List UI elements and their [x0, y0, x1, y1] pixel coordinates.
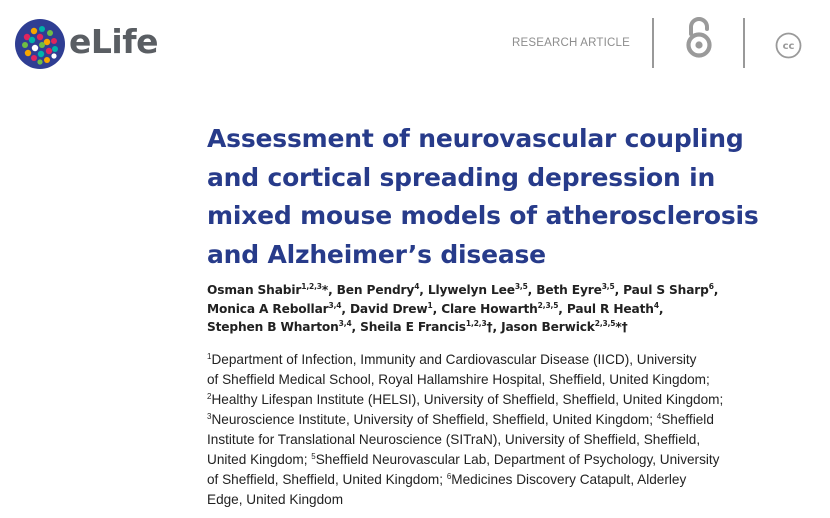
open-access-lock-icon[interactable]: [682, 16, 716, 58]
author-separator: ,: [713, 283, 719, 297]
affiliation-text: United Kingdom;: [207, 452, 312, 467]
author-affiliation-ref: 6: [708, 282, 714, 291]
author-affiliation-ref: 3,5: [514, 282, 528, 291]
author-name[interactable]: Ben Pendry: [336, 283, 415, 297]
author-affiliation-ref: 2,3,5: [594, 319, 616, 328]
author-name[interactable]: Beth Eyre: [536, 283, 602, 297]
author-affiliation-ref: 3,4: [328, 300, 342, 310]
logo-text: eLife: [69, 22, 158, 61]
affiliation-text: of Sheffield, Sheffield, United Kingdom;: [207, 472, 447, 487]
affiliation-number: 6: [446, 472, 452, 481]
author-mark: *†: [615, 320, 628, 334]
affiliation-text: Sheffield Neurovascular Lab, Department of Psychology, University: [315, 452, 720, 467]
affiliation-line: [207, 490, 807, 510]
author-affiliation-ref: 4: [414, 282, 420, 291]
author-name[interactable]: Jason Berwick: [501, 320, 595, 334]
affiliation-line: [207, 450, 807, 470]
affiliation-text: Edge, United Kingdom: [207, 492, 344, 507]
author-line: [207, 318, 807, 337]
title-line: and Alzheimer’s disease: [207, 239, 546, 269]
author-mark: †: [486, 320, 493, 334]
affiliation-text: Medicines Discovery Catapult, Alderley: [451, 472, 687, 487]
author-affiliation-ref: 1: [427, 300, 433, 310]
author-list: [207, 281, 807, 337]
header-divider-right: [743, 18, 745, 68]
affiliation-number: 2: [207, 392, 212, 401]
title-line: Assessment of neurovascular coupling: [207, 124, 744, 153]
author-separator: ,: [341, 301, 350, 316]
author-name[interactable]: Osman Shabir: [207, 283, 302, 297]
affiliation-text: Healthy Lifespan Institute (HELSI), University of Sheffield, Sheffield, United Kingdom;: [211, 392, 724, 407]
affiliation-line: [207, 430, 807, 450]
article-title: [207, 120, 807, 274]
author-name[interactable]: Monica A Rebollar: [207, 301, 329, 316]
title-line: mixed mouse models of atherosclerosis: [207, 201, 759, 230]
author-separator: ,: [351, 320, 361, 334]
cc-label: cc: [782, 41, 795, 53]
author-separator: ,: [419, 283, 428, 297]
author-affiliation-ref: 1,2,3: [465, 319, 487, 328]
author-separator: ,: [328, 283, 337, 297]
affiliation-number: 1: [207, 352, 212, 361]
article-type-label: RESEARCH ARTICLE: [512, 37, 631, 49]
author-name[interactable]: David Drew: [349, 301, 428, 316]
affiliation-text: Sheffield: [661, 412, 714, 427]
affiliation-line: [207, 410, 807, 430]
author-separator: ,: [432, 301, 442, 316]
author-separator: ,: [492, 320, 502, 334]
author-name[interactable]: Clare Howarth: [441, 301, 538, 316]
affiliation-number: 4: [656, 412, 662, 421]
header-divider-left: [652, 18, 654, 68]
affiliation-text: Department of Infection, Immunity and Cardiovascular Disease (IICD), University: [211, 352, 697, 367]
affiliation-line: [207, 390, 807, 410]
author-name[interactable]: Stephen B Wharton: [207, 320, 339, 334]
author-name[interactable]: Paul R Heath: [566, 301, 654, 316]
author-separator: ,: [527, 283, 537, 297]
author-separator: ,: [658, 301, 664, 316]
author-affiliation-ref: 3,4: [338, 319, 352, 328]
affiliation-line: [207, 350, 807, 370]
affiliation-text: of Sheffield Medical School, Royal Hallamshire Hospital, Sheffield, United Kingdom;: [207, 372, 710, 387]
affiliation-list: [207, 350, 807, 510]
author-affiliation-ref: 3,5: [601, 282, 615, 291]
affiliation-line: [207, 470, 807, 490]
author-mark: *: [321, 283, 329, 297]
author-line: [207, 281, 807, 300]
author-separator: ,: [614, 283, 624, 297]
author-name[interactable]: Paul S Sharp: [623, 283, 709, 297]
creative-commons-icon[interactable]: [775, 32, 802, 59]
elife-logo[interactable]: [14, 18, 164, 72]
author-affiliation-ref: 4: [653, 300, 659, 310]
affiliation-number: 5: [311, 452, 316, 461]
elife-dots-logo: [14, 18, 66, 70]
author-affiliation-ref: 1,2,3: [301, 282, 322, 291]
author-name[interactable]: Llywelyn Lee: [427, 283, 515, 297]
title-line: and cortical spreading depression in: [207, 162, 716, 192]
affiliation-text: Neuroscience Institute, University of Sheffield, Sheffield, United Kingdom;: [211, 412, 657, 427]
affiliation-number: 3: [207, 412, 212, 421]
author-line: [207, 300, 807, 319]
author-affiliation-ref: 2,3,5: [537, 300, 559, 310]
affiliation-line: [207, 370, 807, 390]
author-separator: ,: [558, 301, 567, 316]
author-name[interactable]: Sheila E Francis: [360, 320, 466, 334]
affiliation-text: Institute for Translational Neuroscience (SITraN), University of Sheffield, Sheffield,: [207, 432, 701, 447]
